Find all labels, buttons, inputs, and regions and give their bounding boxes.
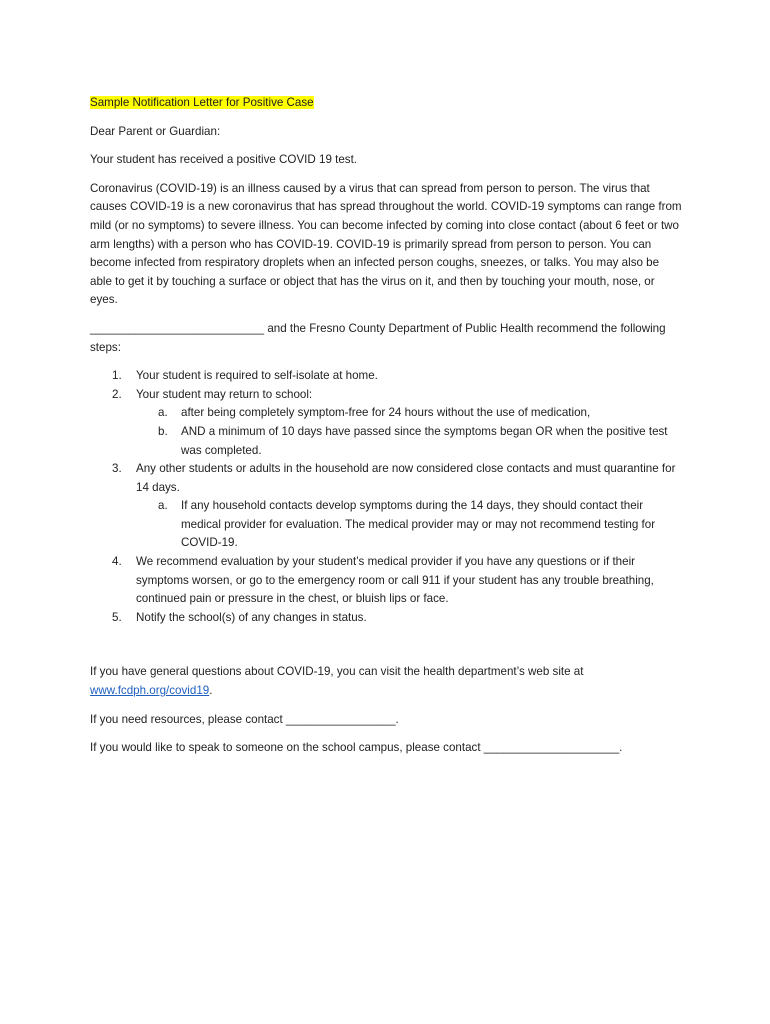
health-dept-link[interactable]: www.fcdph.org/covid19 bbox=[90, 684, 210, 698]
salutation: Dear Parent or Guardian: bbox=[90, 124, 221, 138]
list-item bbox=[136, 404, 682, 423]
step-text: Your student may return to school: bbox=[136, 387, 313, 401]
recommendation-intro bbox=[90, 320, 682, 357]
substeps-list bbox=[136, 497, 682, 553]
list-item bbox=[90, 367, 682, 386]
list-item bbox=[136, 497, 682, 553]
substep-text: AND a minimum of 10 days have passed since the symptoms began OR when the positive test was completed. bbox=[181, 424, 668, 457]
step-number: 2. bbox=[112, 387, 122, 401]
substep-letter: a. bbox=[158, 499, 168, 513]
step-text: Any other students or adults in the household are now considered close contacts and must quarantine for 14 days. bbox=[136, 462, 676, 494]
substep-text: If any household contacts develop symptoms during the 14 days, they should contact their medical provider for evaluation. The medical provider may or may not recommend testing for COVID-19. bbox=[181, 499, 656, 550]
substep-text: after being completely symptom-free for 24 hours without the use of medication, bbox=[181, 406, 591, 420]
step-number: 1. bbox=[112, 369, 122, 383]
list-item bbox=[90, 460, 682, 553]
recommender-blank: ___________________________ bbox=[90, 321, 265, 335]
substeps-list bbox=[136, 404, 682, 460]
list-item bbox=[90, 386, 682, 460]
list-item bbox=[90, 609, 682, 628]
steps-list bbox=[90, 367, 682, 627]
step-text: We recommend evaluation by your student’s medical provider if you have any questions or if their symptoms worsen, or go to the emergency room or call 911 if your student has any trouble breathing, continued pain or pressure in the chest, or bluish lips or face. bbox=[136, 555, 654, 606]
step-number: 5. bbox=[112, 610, 122, 624]
list-item bbox=[136, 423, 682, 460]
step-number: 4. bbox=[112, 555, 122, 569]
list-item bbox=[90, 553, 682, 609]
letter-body bbox=[90, 94, 682, 758]
step-text: Notify the school(s) of any changes in status. bbox=[136, 610, 367, 624]
substep-letter: a. bbox=[158, 406, 168, 420]
recommendation-text: and the Fresno County Department of Public Health recommend the following steps: bbox=[90, 321, 666, 354]
letter-title: Sample Notification Letter for Positive Case bbox=[90, 96, 314, 109]
step-number: 3. bbox=[112, 462, 122, 476]
substep-letter: b. bbox=[158, 424, 168, 438]
letter-title-line bbox=[90, 94, 682, 113]
step-text: Your student is required to self-isolate at home. bbox=[136, 369, 378, 383]
covid-info-paragraph: Coronavirus (COVID-19) is an illness caused by a virus that can spread from person to person. The virus that causes COVID-19 is a new coronavirus that has spread throughout the world. COVID-19 symptoms can range from mild (or no symptoms) to severe illness. You can become infected by coming into close contact (about 6 feet or two arm lengths) with a person who has COVID-19. COVID-19 is primarily spread from person to person. You can become infected from respiratory droplets when an infected person coughs, sneezes, or talks. You may also be able to get it by touching a surface or object that has the virus on it, and then by touching your mouth, nose, or eyes. bbox=[90, 181, 682, 307]
questions-end: . bbox=[209, 684, 213, 698]
questions-paragraph bbox=[90, 663, 682, 700]
intro-sentence: Your student has received a positive COVID 19 test. bbox=[90, 153, 358, 167]
campus-contact-sentence: If you would like to speak to someone on the school campus, please contact _____________________. bbox=[90, 741, 623, 755]
questions-text: If you have general questions about COVID-19, you can visit the health department’s web site at bbox=[90, 665, 584, 679]
resources-sentence: If you need resources, please contact _________________. bbox=[90, 712, 399, 726]
